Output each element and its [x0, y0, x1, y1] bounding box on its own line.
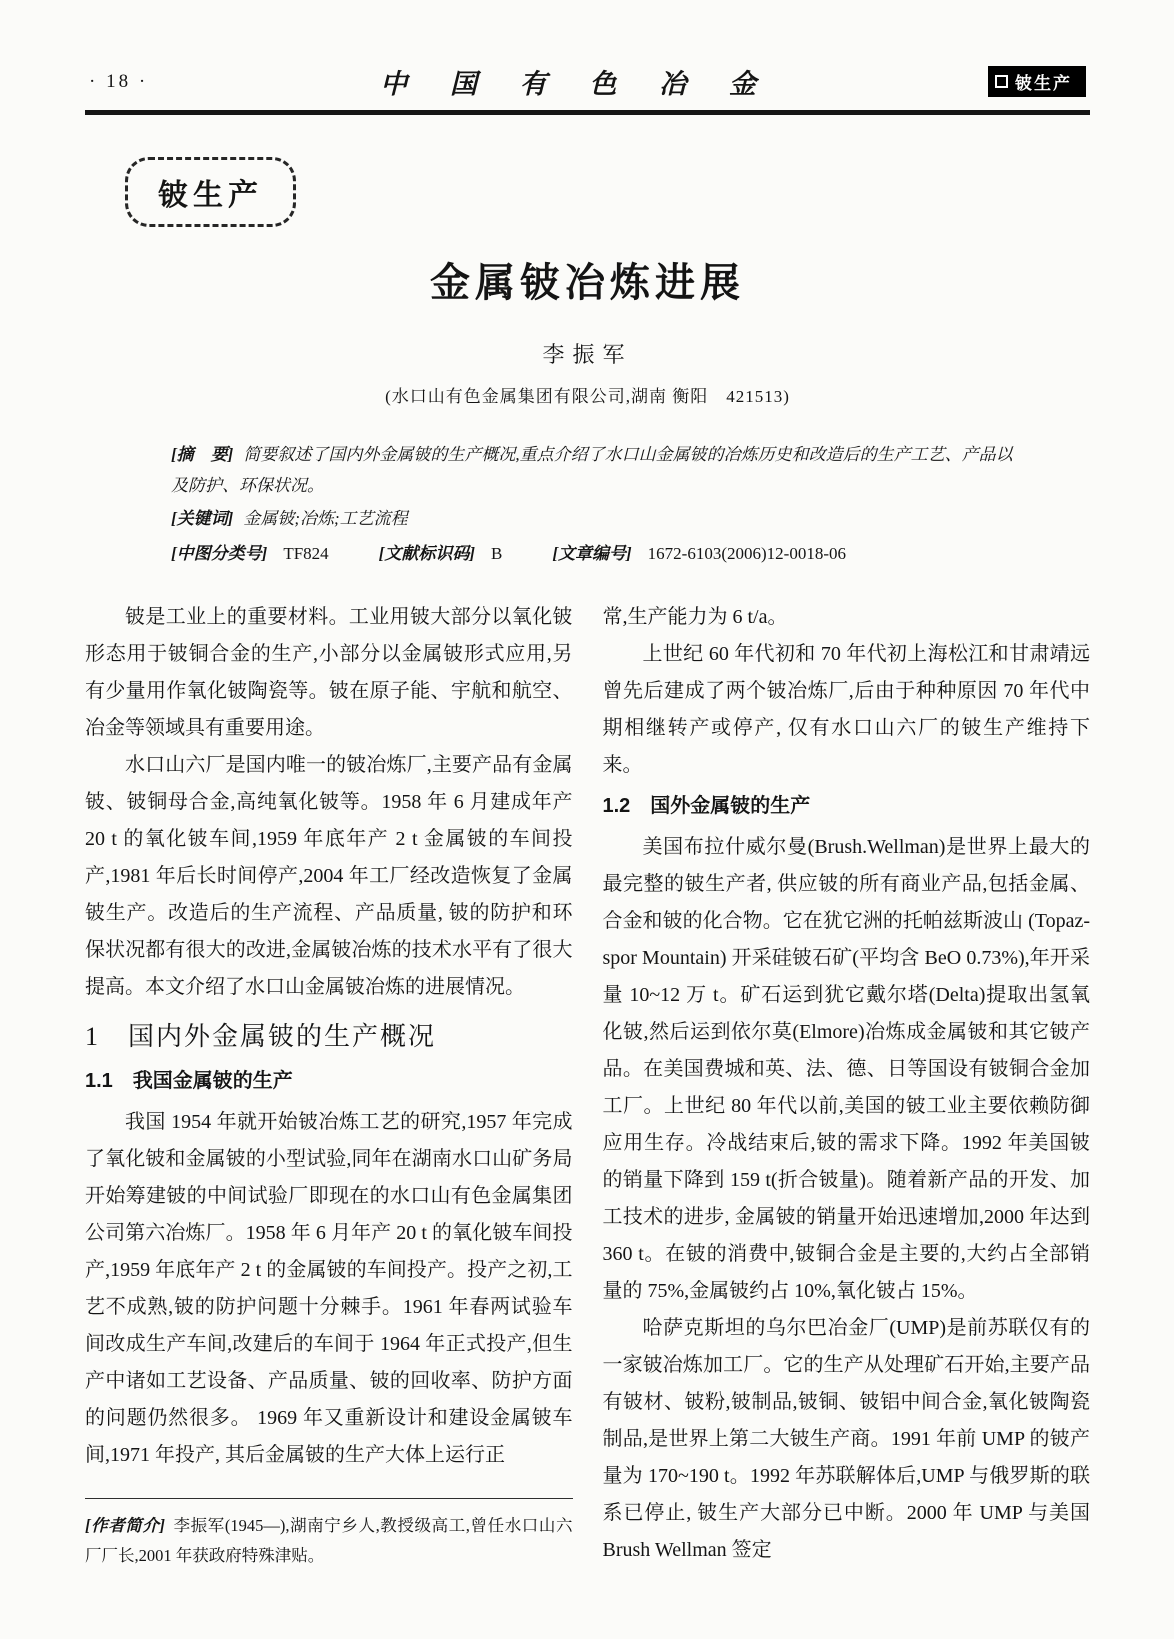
- section-badge: [125, 157, 296, 227]
- keywords-text: 金属铍;冶炼;工艺流程: [243, 509, 408, 528]
- author-affiliation: (水口山有色金属集团有限公司,湖南 衡阳 421513): [385, 387, 790, 406]
- body-columns: [85, 599, 1090, 1571]
- doc-code-label: [文献标识码]: [378, 544, 475, 563]
- abstract-label: [摘 要]: [171, 445, 234, 464]
- article-meta: [171, 439, 1019, 569]
- article-title: 金属铍冶炼进展: [430, 260, 745, 305]
- column-tag: [988, 66, 1086, 97]
- header-rule: [85, 110, 1090, 115]
- author-name: 李振军: [542, 342, 633, 367]
- section-1-1-heading: 1.1 我国金属铍的生产: [85, 1070, 293, 1092]
- keywords-row: [171, 503, 1019, 534]
- page-header: [85, 62, 1090, 109]
- journal-title: 中 国 有 色 冶 金: [380, 69, 774, 99]
- paragraph: 美国布拉什威尔曼(Brush.Wellman)是世界上最大的最完整的铍生产者, 供应铍的所有商业产品,包括金属、合金和铍的化合物。它在犹它洲的托帕兹斯波山 (Topaz-spor Mountain) 开采硅铍石矿(平均含 BeO 0.73%),年开采量 10~12 万 t。矿石运到犹它戴尔塔(Delta)提取出氢氧化铍,然后运到依尔莫(Elmore)冶炼成金属铍和其它铍产品。在美国费城和英、法、德、日等国设有铍铜合金加工厂。上世纪 80 年代以前,美国的铍工业主要依赖防御应用生存。冷战结束后,铍的需求下降。1992 年美国铍的销量下降到 159 t(折合铍量)。随着新产品的开发、加工技术的进步, 金属铍的销量开始迅速增加,2000 年达到 360 t。在铍的消费中,铍铜合金是主要的,大约占全部销量的 75%,金属铍约占 10%,氧化铍占 15%。: [602, 836, 1090, 1302]
- section-1-heading: 1 国内外金属铍的生产概况: [85, 1022, 437, 1051]
- section-1-2-heading: 1.2 国外金属铍的生产: [602, 795, 811, 817]
- author-bio-label: [作者简介]: [85, 1516, 165, 1535]
- abstract-text: 简要叙述了国内外金属铍的生产概况,重点介绍了水口山金属铍的冶炼历史和改造后的生产工艺、产品以及防护、环保状况。: [171, 445, 1013, 495]
- author-bio-text: 李振军(1945—),湖南宁乡人,教授级高工,曾任水口山六厂厂长,2001 年获政府特殊津贴。: [85, 1516, 573, 1565]
- abstract-row: [171, 439, 1019, 501]
- paragraph: 上世纪 60 年代初和 70 年代初上海松江和甘肃靖远曾先后建成了两个铍冶炼厂,后由于种种原因 70 年代中期相继转产或停产, 仅有水口山六厂的铍生产维持下来。: [602, 643, 1090, 776]
- column-tag-label: 铍生产: [1015, 74, 1072, 93]
- right-column: [603, 599, 1091, 1571]
- clc-label: [中图分类号]: [171, 544, 268, 563]
- paragraph: 哈萨克斯坦的乌尔巴冶金厂(UMP)是前苏联仅有的一家铍冶炼加工厂。它的生产从处理矿石开始,主要产品有铍材、铍粉,铍制品,铍铜、铍铝中间合金,氧化铍陶瓷制品,是世界上第二大铍生产商。1991 年前 UMP 的铍产量为 170~190 t。1992 年苏联解体后,UMP 与俄罗斯的联系已停止, 铍生产大部分已中断。2000 年 UMP 与美国 Brush Wellman 签定: [602, 1317, 1090, 1561]
- article-no-value: 1672-6103(2006)12-0018-06: [647, 544, 846, 563]
- keywords-label: [关键词]: [171, 509, 234, 528]
- paragraph: 我国 1954 年就开始铍冶炼工艺的研究,1957 年完成了氧化铍和金属铍的小型试验,同年在湖南水口山矿务局开始筹建铍的中间试验厂即现在的水口山有色金属集团公司第六冶炼厂。1958 年 6 月年产 20 t 的氧化铍车间投产,1959 年底年产 2 t 的金属铍的车间投产。投产之初,工艺不成熟,铍的防护问题十分棘手。1961 年春两试验车间改成生产车间,改建后的车间于 1964 年正式投产,但生产中诸如工艺设备、产品质量、铍的回收率、防护方面的问题仍然很多。 1969 年又重新设计和建设金属铍车间,1971 年投产, 其后金属铍的生产大体上运行正: [85, 1111, 573, 1466]
- doc-code-value: B: [491, 544, 503, 563]
- clc-value: TF824: [283, 544, 329, 563]
- tag-square-icon: [995, 75, 1008, 88]
- codes-row: [171, 538, 1019, 569]
- left-column: [85, 599, 573, 1571]
- article-no-label: [文章编号]: [552, 544, 632, 563]
- paragraph: 铍是工业上的重要材料。工业用铍大部分以氧化铍形态用于铍铜合金的生产,小部分以金属铍形式应用,另有少量用作氧化铍陶瓷等。铍在原子能、宇航和航空、冶金等领域具有重要用途。: [85, 606, 573, 739]
- author-bio-footnote: [85, 1498, 573, 1571]
- section-badge-label: 铍生产: [158, 179, 263, 212]
- paragraph: 水口山六厂是国内唯一的铍冶炼厂,主要产品有金属铍、铍铜母合金,高纯氧化铍等。1958 年 6 月建成年产 20 t 的氧化铍车间,1959 年底年产 2 t 金属铍的车间投产,1981 年后长时间停产,2004 年工厂经改造恢复了金属铍生产。改造后的生产流程、产品质量, 铍的防护和环保状况都有很大的改进,金属铍冶炼的技术水平有了很大提高。本文介绍了水口山金属铍冶炼的进展情况。: [85, 754, 573, 998]
- paragraph-continued: 常,生产能力为 6 t/a。: [602, 606, 788, 628]
- page-number: · 18 ·: [89, 70, 149, 92]
